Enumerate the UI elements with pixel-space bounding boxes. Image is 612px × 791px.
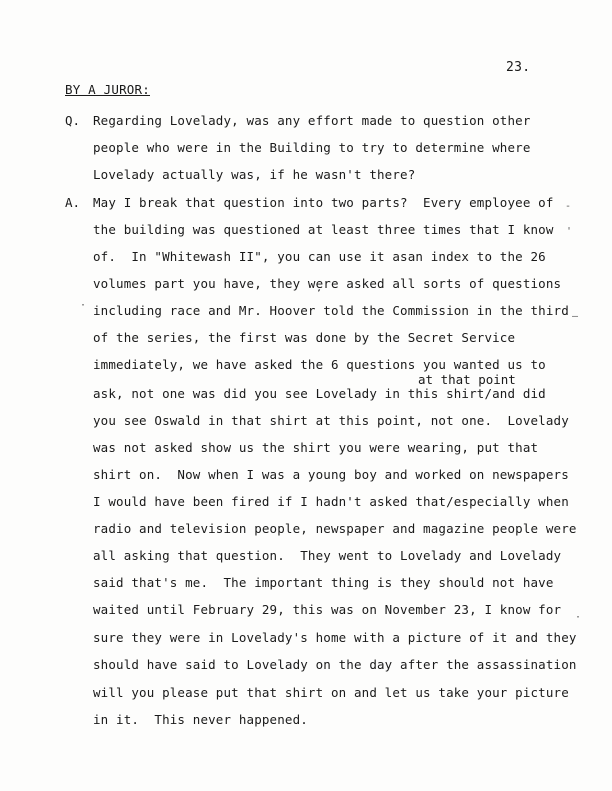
answer-line: was not asked show us the shirt you were wearing, put that: [93, 440, 539, 455]
answer-line: May I break that question into two parts? Every employee of: [93, 195, 554, 210]
answer-line: including race and Mr. Hoover told the Commission in the third: [93, 303, 569, 318]
question-line: Lovelady actually was, if he wasn't there?: [93, 167, 416, 182]
answer-line: sure they were in Lovelady's home with a picture of it and they: [93, 630, 577, 645]
answer-marker: A.: [65, 195, 81, 210]
answer-line: of. In "Whitewash II", you can use it asan index to the 26: [93, 249, 546, 264]
question-line: Regarding Lovelady, was any effort made to question other: [93, 113, 531, 128]
answer-line: immediately, we have asked the 6 questions you wanted us to: [93, 357, 546, 372]
answer-line: ask, not one was did you see Lovelady in this shirt/and did: [93, 386, 546, 401]
answer-line: shirt on. Now when I was a young boy and worked on newspapers: [93, 467, 569, 482]
margin-mark: ': [566, 226, 573, 237]
margin-mark: -: [565, 201, 572, 212]
page-number: 23.: [506, 60, 531, 75]
section-header: BY A JUROR:: [65, 82, 150, 97]
answer-line: I would have been fired if I hadn't asked that/especially when: [93, 494, 569, 509]
answer-line: said that's me. The important thing is they should not have: [93, 575, 554, 590]
answer-line: all asking that question. They went to Lovelady and Lovelady: [93, 548, 562, 563]
question-marker: Q.: [65, 113, 81, 128]
answer-line: you see Oswald in that shirt at this point, not one. Lovelady: [93, 413, 569, 428]
answer-line: in it. This never happened.: [93, 712, 308, 727]
margin-mark: ·: [575, 612, 582, 623]
answer-line: the building was questioned at least three times that I know: [93, 222, 554, 237]
answer-line: will you please put that shirt on and let us take your picture: [93, 685, 569, 700]
question-line: people who were in the Building to try to determine where: [93, 140, 531, 155]
answer-line: volumes part you have, they we̦re asked all sorts of questions: [93, 276, 562, 291]
handwritten-insertion: at that point: [418, 372, 516, 387]
answer-line: should have said to Lovelady on the day after the assassination: [93, 657, 577, 672]
answer-line: waited until February 29, this was on November 23, I know for: [93, 602, 562, 617]
margin-mark: —: [572, 311, 579, 322]
answer-line: radio and television people, newspaper and magazine people were: [93, 521, 577, 536]
margin-mark: ·: [80, 300, 87, 311]
answer-line: of the series, the first was done by the Secret Service: [93, 330, 516, 345]
